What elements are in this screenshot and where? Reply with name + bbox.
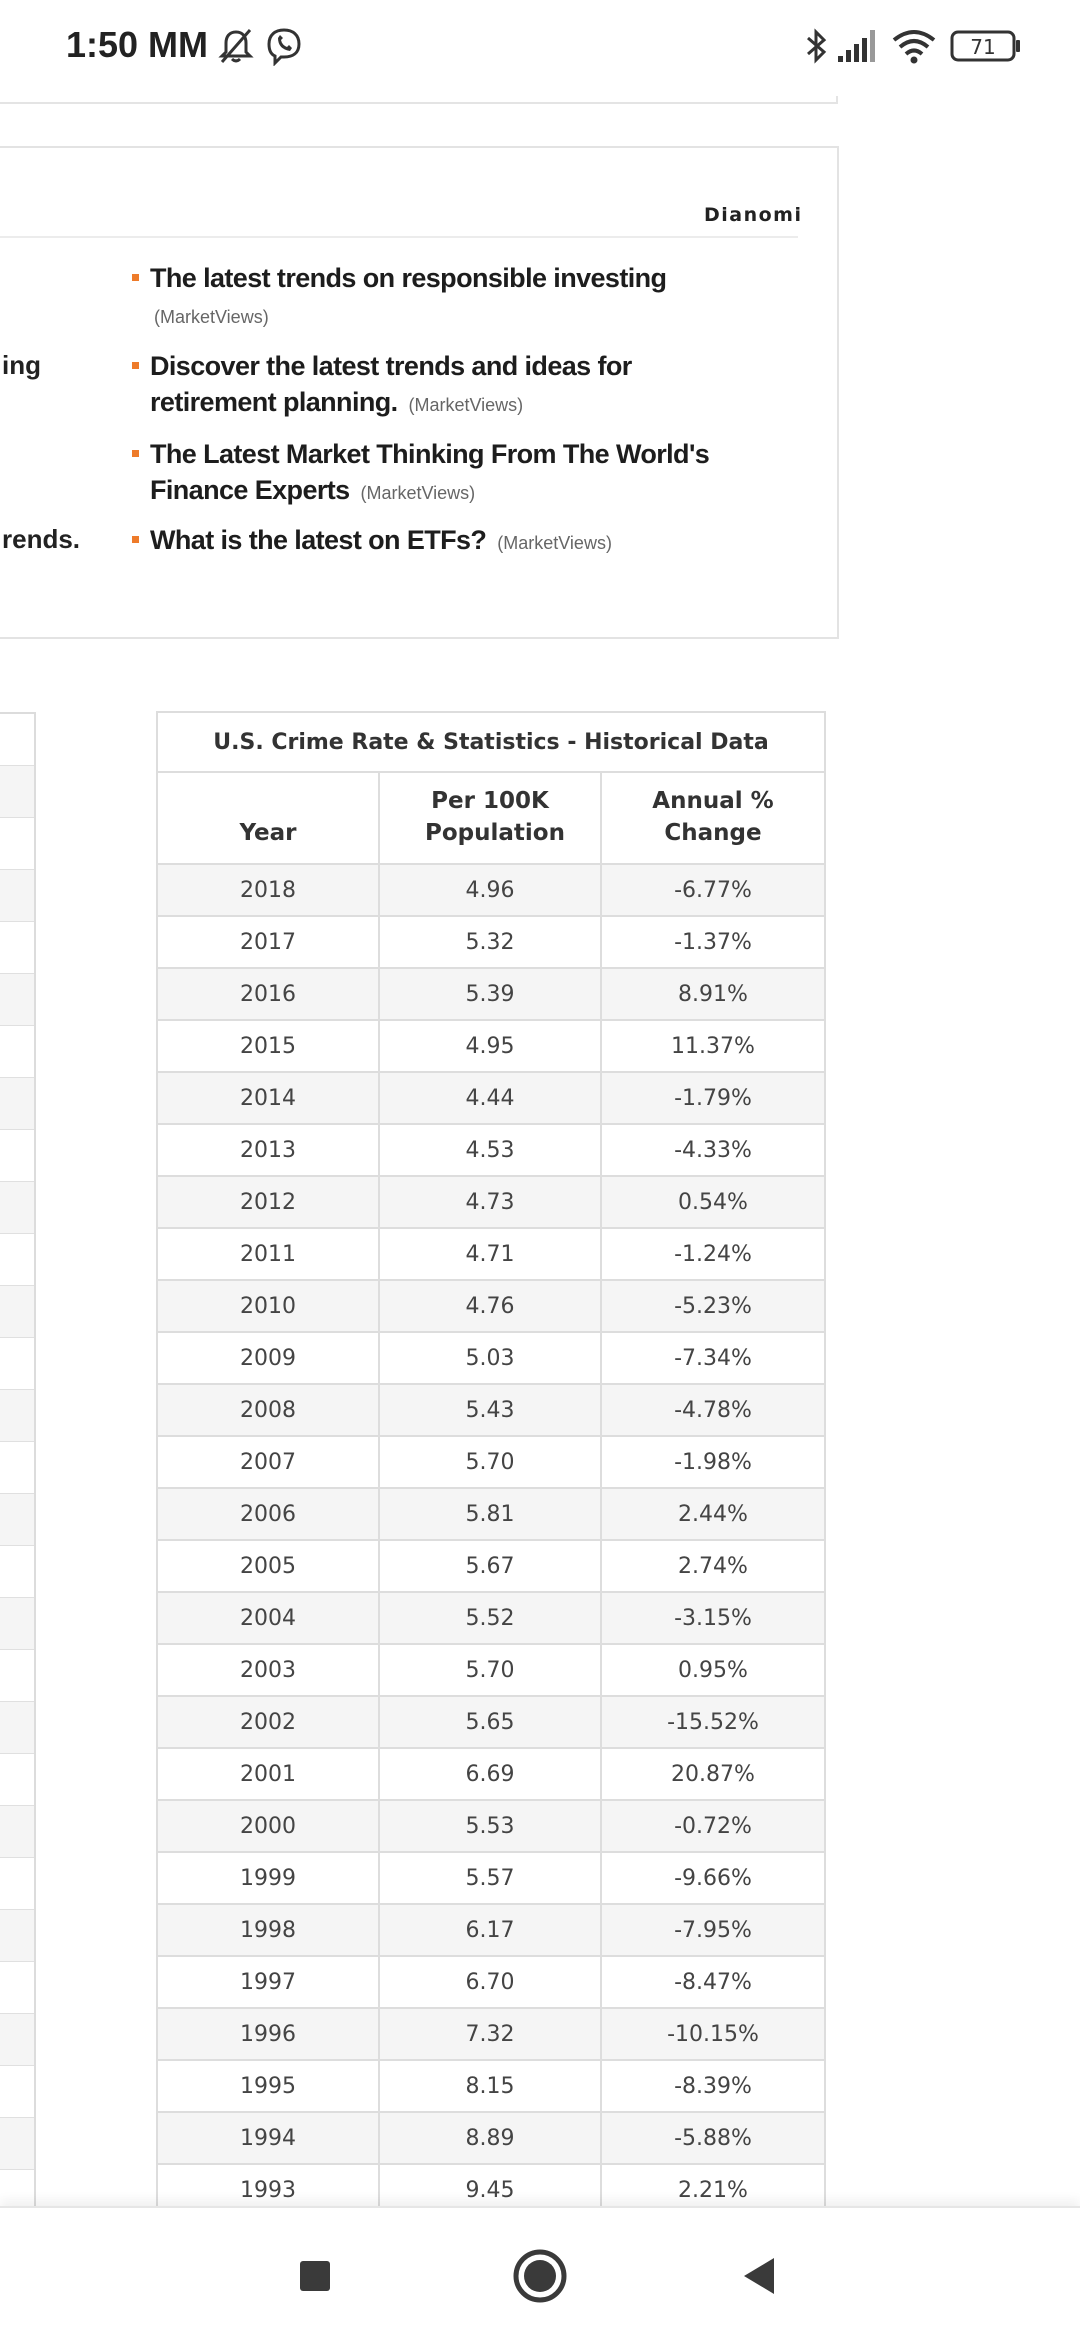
cropped-table-row [0,1858,34,1910]
cropped-table-row [0,2118,34,2170]
cropped-table-row [0,1494,34,1546]
cell-per-100k: 5.32 [379,916,601,968]
cell-per-100k: 5.39 [379,968,601,1020]
sponsored-link-source: (MarketViews) [408,395,524,415]
cell-annual-change: 2.74% [601,1540,825,1592]
table-row [157,1228,825,1280]
viber-icon [264,26,304,66]
table-row [157,2112,825,2164]
battery-icon [950,26,1022,66]
cell-annual-change: -1.24% [601,1228,825,1280]
table-row [157,1176,825,1228]
cell-per-100k: 9.45 [379,2164,601,2216]
home-button[interactable] [510,2246,570,2306]
table-row [157,1384,825,1436]
cell-per-100k: 5.53 [379,1800,601,1852]
table-row [157,1904,825,1956]
bullet-icon [132,274,139,281]
table-row [157,1124,825,1176]
cell-annual-change: -7.34% [601,1332,825,1384]
cell-per-100k: 4.71 [379,1228,601,1280]
cropped-table-row [0,870,34,922]
cell-year: 2006 [157,1488,379,1540]
cropped-table-row [0,1546,34,1598]
cell-annual-change: 11.37% [601,1020,825,1072]
table-caption: U.S. Crime Rate & Statistics - Historical Data [157,712,825,772]
dianomi-logo[interactable]: Dianomi [704,204,803,226]
cell-annual-change: 0.54% [601,1176,825,1228]
sponsored-link-title[interactable]: The latest trends on responsible investing [150,263,667,293]
cropped-table-row [0,1078,34,1130]
bullet-icon [132,362,139,369]
cropped-table-row [0,1130,34,1182]
cell-year: 2005 [157,1540,379,1592]
cell-annual-change: -8.47% [601,1956,825,2008]
cell-annual-change: -4.78% [601,1384,825,1436]
ad-divider [0,236,798,238]
cropped-table-row [0,1234,34,1286]
table-row [157,1540,825,1592]
cell-year: 1997 [157,1956,379,2008]
cell-annual-change: 20.87% [601,1748,825,1800]
cell-annual-change: -7.95% [601,1904,825,1956]
cell-annual-change: 2.21% [601,2164,825,2216]
cell-year: 2003 [157,1644,379,1696]
cell-annual-change: -5.88% [601,2112,825,2164]
table-row [157,864,825,916]
cell-year: 1995 [157,2060,379,2112]
cell-year: 2011 [157,1228,379,1280]
cell-annual-change: -9.66% [601,1852,825,1904]
table-row [157,1800,825,1852]
sponsored-links-card [0,146,839,639]
sponsored-link[interactable] [150,522,750,561]
bullet-icon [132,536,139,543]
cell-annual-change: -1.37% [601,916,825,968]
cropped-table-row [0,1026,34,1078]
status-bar [0,0,1080,96]
table-row [157,2060,825,2112]
cell-year: 2001 [157,1748,379,1800]
cell-annual-change: -10.15% [601,2008,825,2060]
table-row [157,1436,825,1488]
table-row [157,2008,825,2060]
sponsored-link-title[interactable]: Discover the latest trends and ideas for retirement planning. [150,351,632,417]
cell-annual-change: -6.77% [601,864,825,916]
cell-year: 1993 [157,2164,379,2216]
column-header-per-100k-label: Per 100K Population [425,788,565,846]
cropped-table-row [0,1754,34,1806]
signal-icon [836,26,884,66]
cropped-table-row [0,1650,34,1702]
cropped-table-row [0,1390,34,1442]
table-row [157,1696,825,1748]
cell-year: 2007 [157,1436,379,1488]
table-row [157,916,825,968]
cell-annual-change: 8.91% [601,968,825,1020]
column-header-year: Year [157,772,379,864]
cell-per-100k: 4.73 [379,1176,601,1228]
cell-per-100k: 4.44 [379,1072,601,1124]
cell-year: 2013 [157,1124,379,1176]
square-icon [295,2256,335,2296]
cell-per-100k: 8.89 [379,2112,601,2164]
cell-year: 1996 [157,2008,379,2060]
recents-button[interactable] [285,2246,345,2306]
table-row [157,1280,825,1332]
cropped-table-row [0,1910,34,1962]
cropped-table [0,712,36,2212]
cell-year: 1998 [157,1904,379,1956]
cropped-table-row [0,922,34,974]
crime-rate-table [156,711,826,2217]
cell-per-100k: 6.70 [379,1956,601,2008]
cell-year: 2000 [157,1800,379,1852]
table-row [157,1020,825,1072]
circle-icon [512,2248,568,2304]
cropped-table-row [0,766,34,818]
cell-per-100k: 4.95 [379,1020,601,1072]
table-row [157,1488,825,1540]
cell-per-100k: 5.43 [379,1384,601,1436]
sponsored-link[interactable] [150,436,750,511]
cell-annual-change: -4.33% [601,1124,825,1176]
cropped-table-row [0,974,34,1026]
cell-per-100k: 8.15 [379,2060,601,2112]
cell-annual-change: -8.39% [601,2060,825,2112]
battery-level: 71 [970,35,996,59]
cell-per-100k: 7.32 [379,2008,601,2060]
cell-per-100k: 5.57 [379,1852,601,1904]
cropped-ad-text[interactable]: ing [2,350,41,380]
cropped-table-row [0,1182,34,1234]
cell-per-100k: 4.96 [379,864,601,916]
cropped-table-row [0,1442,34,1494]
cell-per-100k: 5.70 [379,1436,601,1488]
sponsored-link[interactable] [150,260,750,335]
table-row [157,1852,825,1904]
cell-year: 2010 [157,1280,379,1332]
previous-card-edge [0,96,838,104]
cell-annual-change: -0.72% [601,1800,825,1852]
table-row [157,1644,825,1696]
table-row [157,1748,825,1800]
cell-year: 2018 [157,864,379,916]
table-row [157,968,825,1020]
cell-per-100k: 6.17 [379,1904,601,1956]
cropped-table-row [0,1598,34,1650]
cell-year: 1999 [157,1852,379,1904]
cell-annual-change: -1.79% [601,1072,825,1124]
cell-per-100k: 5.03 [379,1332,601,1384]
cell-year: 2009 [157,1332,379,1384]
sponsored-link[interactable] [150,348,750,423]
cropped-ad-text[interactable]: rends. [2,524,81,554]
cropped-table-row [0,818,34,870]
cell-year: 2014 [157,1072,379,1124]
table-row [157,1592,825,1644]
cell-annual-change: -15.52% [601,1696,825,1748]
cell-year: 2004 [157,1592,379,1644]
cell-annual-change: -1.98% [601,1436,825,1488]
cell-year: 2017 [157,916,379,968]
cell-year: 2015 [157,1020,379,1072]
bell-off-icon [216,26,256,66]
column-header-per-100k [379,772,601,864]
triangle-back-icon [738,2254,782,2298]
cell-per-100k: 5.65 [379,1696,601,1748]
cropped-table-row [0,714,34,766]
cell-per-100k: 5.70 [379,1644,601,1696]
cell-per-100k: 5.52 [379,1592,601,1644]
sponsored-link-source: (MarketViews) [497,533,612,553]
table-body [157,864,825,2216]
bluetooth-icon [796,26,836,66]
table-row [157,1072,825,1124]
cell-year: 2002 [157,1696,379,1748]
back-button[interactable] [730,2246,790,2306]
cell-year: 2016 [157,968,379,1020]
cell-annual-change: 2.44% [601,1488,825,1540]
cropped-table-row [0,1806,34,1858]
sponsored-link-source: (MarketViews) [154,307,269,327]
cell-per-100k: 4.76 [379,1280,601,1332]
cropped-table-row [0,1702,34,1754]
cropped-table-row [0,1338,34,1390]
cell-per-100k: 5.81 [379,1488,601,1540]
cropped-table-row [0,1286,34,1338]
cell-per-100k: 6.69 [379,1748,601,1800]
navigation-bar [0,2206,1080,2340]
table-row [157,1956,825,2008]
wifi-icon [890,26,938,66]
status-time: 1:50 MM [66,24,209,65]
cropped-table-row [0,1962,34,2014]
cell-year: 2012 [157,1176,379,1228]
bullet-icon [132,450,139,457]
cell-per-100k: 4.53 [379,1124,601,1176]
sponsored-link-title[interactable]: What is the latest on ETFs? [150,525,487,555]
cell-year: 2008 [157,1384,379,1436]
cell-per-100k: 5.67 [379,1540,601,1592]
cell-annual-change: 0.95% [601,1644,825,1696]
cell-annual-change: -3.15% [601,1592,825,1644]
cropped-table-row [0,2066,34,2118]
table-row [157,1332,825,1384]
sponsored-link-source: (MarketViews) [360,483,476,503]
column-header-annual-change: Annual % Change [601,772,825,864]
cell-year: 1994 [157,2112,379,2164]
cell-annual-change: -5.23% [601,1280,825,1332]
sponsored-link-title[interactable]: The Latest Market Thinking From The World's Finance Experts [150,439,710,505]
cropped-table-row [0,2014,34,2066]
